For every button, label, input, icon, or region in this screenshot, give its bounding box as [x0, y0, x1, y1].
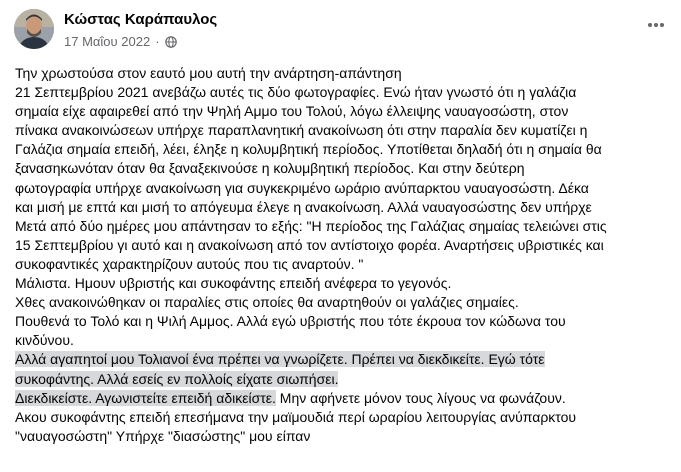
text-selection: Αλλά αγαπητοί μου Τολιανοί ένα πρέπει να γνωρίζετε. Πρέπει να διεκδικείτε. Εγώ τότε [15, 351, 545, 368]
post-line-partially-highlighted [15, 389, 677, 408]
post-line: 21 Σεπτεμβρίου 2021 ανεβάζω αυτές τις δύο φωτογραφίες. Ενώ ήταν γνωστό ότι η γαλάζια [15, 84, 577, 101]
author-avatar[interactable] [14, 9, 54, 49]
post-line: Γαλάζια σημαία επειδή, λέει, έληξε η κολυμβητική περίοδος. Υποτίθεται δηλαδή ότι η σημαία θα [15, 141, 602, 158]
post-line: Μάλιστα. Ημουν υβριστής και συκοφάντης επειδή ανέφερα το γεγονός. [15, 275, 452, 292]
avatar-photo-icon [14, 9, 54, 49]
post-line: 15 Σεπτεμβρίου γι αυτό και η ανακοίνωση από τον αντίστοιχο φορέα. Αναρτήσεις υβριστικές και [15, 236, 604, 253]
meta-separator: · [155, 34, 160, 49]
post-line: Πουθενά το Τολό και η Ψιλή Αμμος. Αλλά εγώ υβριστής που τότε έκρουα τον κώδωνα του [15, 313, 566, 330]
post-line: ξανασηκωνόταν όταν θα ξαναξεκινούσε η κολυμβητική περίοδος. Και στην δεύτερη [15, 160, 525, 177]
text-selection: συκοφάντης. Αλλά εσείς εν πολλοίς είχατε σιωπήσει. [15, 370, 339, 387]
post-line: συκοφαντικές χαρακτηρίζουν αυτούς που τις αναρτούν. " [15, 255, 364, 272]
post-line: κινδύνου. [15, 332, 74, 349]
post-line-highlighted [15, 350, 677, 369]
post-line-highlighted [15, 370, 677, 389]
author-name[interactable]: Κώστας Καράπαυλος [64, 11, 218, 28]
post-line: "ναυαγοσώστη" Υπήρχε "διασώστης" μου είπαν [15, 427, 311, 444]
post-line: φωτογραφία υπήρχε ανακοίνωση για συγκεκριμένο ωράριο ανύπαρκτου ναυαγοσώστη. Δέκα [15, 179, 589, 196]
post-line-rest: Μην αφήνετε μόνον τους λίγους να φωνάζουν. [275, 389, 566, 406]
post-line: σημαία είχε αφαιρεθεί από την Ψηλή Αμμο του Τολού, λόγω έλλειψης ναυαγοσώστη, στον [15, 103, 569, 120]
text-selection: Διεκδικείστε. Αγωνιστείτε επειδή αδικείστε. [15, 389, 276, 406]
more-options-icon[interactable] [641, 13, 671, 37]
post-line: πίνακα ανακοινώσεων υπήρχε παραπλανητική ανακοίνωση ότι στην παραλία δεν κυματίζει η [15, 122, 588, 139]
post-meta [64, 34, 177, 49]
post-line: Μετά από δύο ημέρες μου απάντησαν το εξής: "Η περίοδος της Γαλάζιας σημαίας τελειώνει στις [15, 217, 607, 234]
post-line: Χθες ανακοινώθηκαν οι παραλίες στις οποίες θα αναρτηθούν οι γαλάζιες σημαίες. [15, 294, 519, 311]
post-line: Την χρωστούσα στον εαυτό μου αυτή την ανάρτηση-απάντηση [15, 65, 402, 81]
globe-icon[interactable] [165, 36, 177, 48]
post-line: Ακου συκοφάντης επειδή επεσήμανα την μαϊμουδιά περί ωραρίου λειτουργίας ανύπαρκτου [15, 408, 577, 425]
post-line: και μισή με επτά και μισή το απόγευμα έλεγε η ανακοίνωση. Αλλά ναυαγοσώστης δεν υπήρχε [15, 198, 592, 215]
post-date[interactable]: 17 Μαΐου 2022 [64, 34, 151, 49]
post-body [15, 64, 677, 446]
